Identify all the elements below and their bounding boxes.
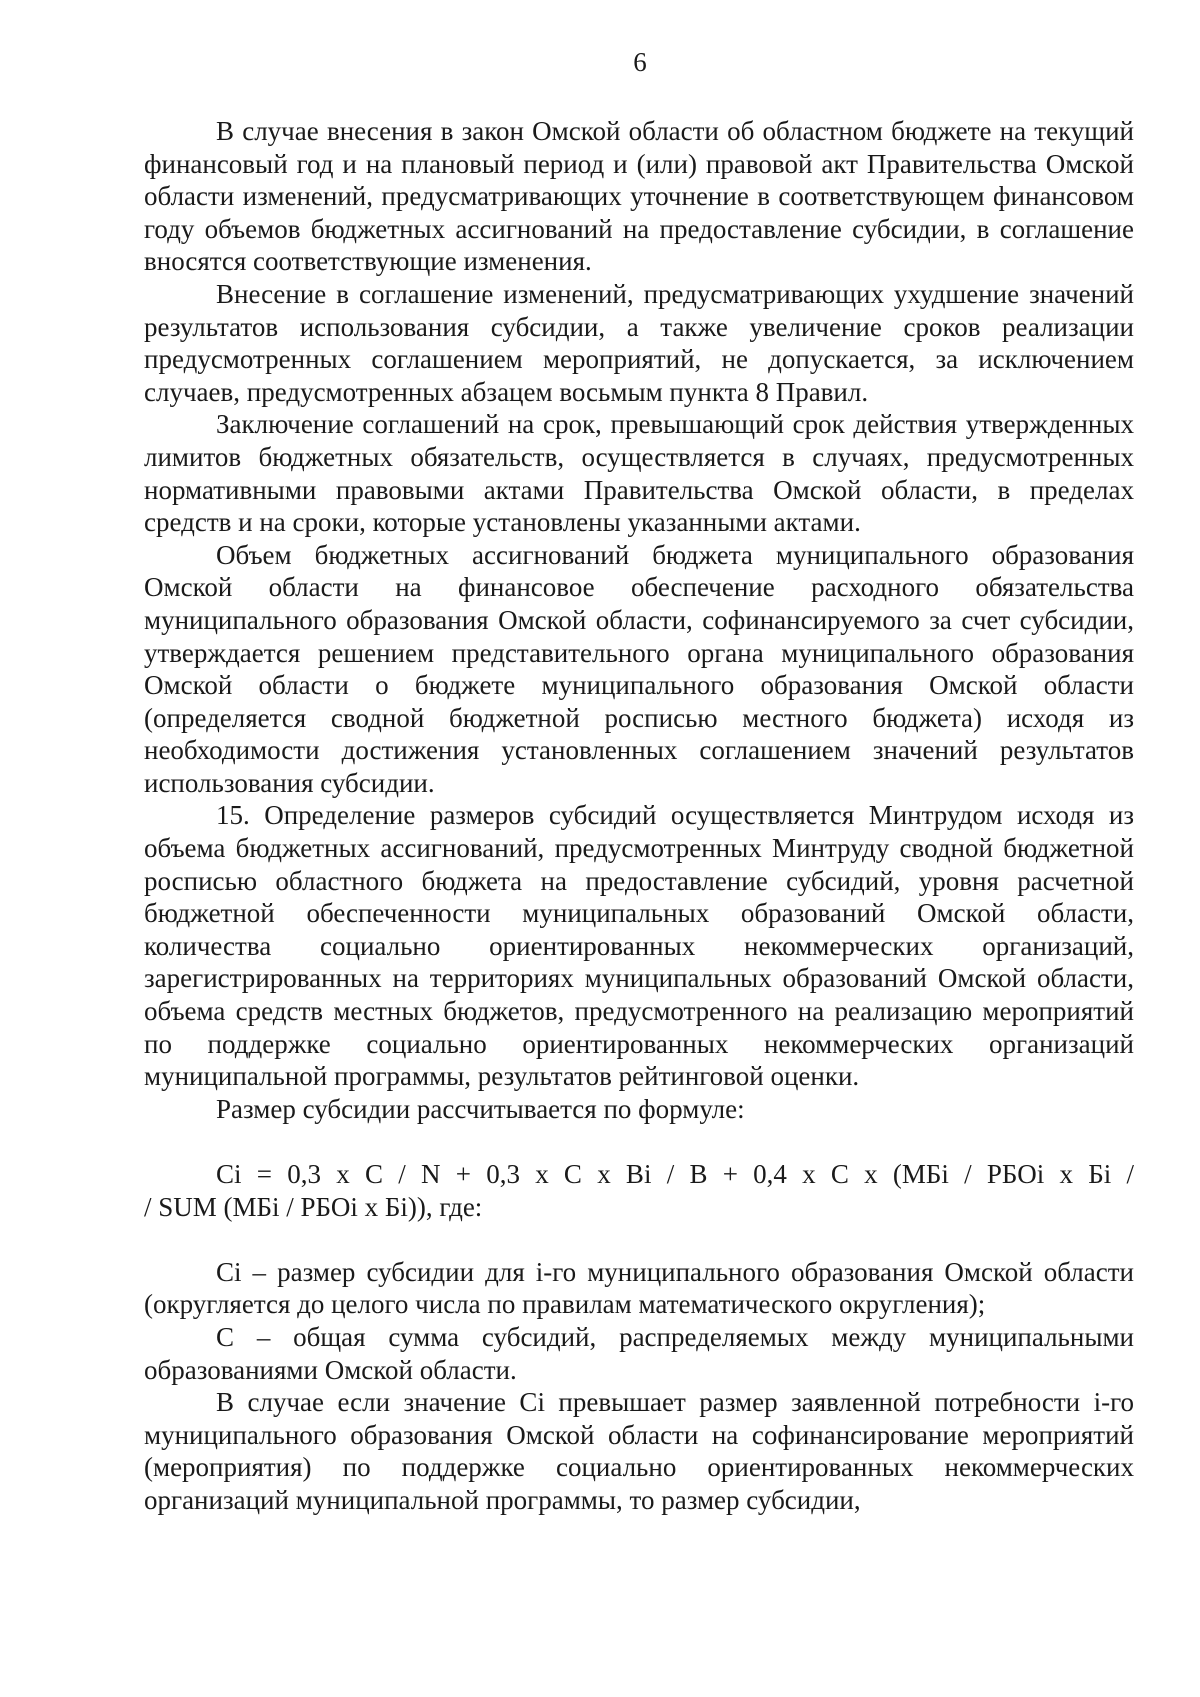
paragraph-c-definition: C – общая сумма субсидий, распределяемых между муниципальными образованиями Омской области. <box>144 1321 1134 1385</box>
page-number: 6 <box>633 47 647 77</box>
formula-line-2: / SUM (МБi / РБОi x Бi)), где: <box>144 1191 483 1222</box>
spacer <box>144 1223 1134 1256</box>
paragraph-ci-definition: Ci – размер субсидии для i-го муниципального образования Омской области (округляется до целого числа по правилам математического округления); <box>144 1256 1134 1320</box>
paragraph-agreement-term: Заключение соглашений на срок, превышающий срок действия утвержденных лимитов бюджетных обязательств, осуществляется в случаях, предусмотренных нормативными правовыми актами Правительства Омской области, в пределах средств и на сроки, которые установлены указанными актами. <box>144 409 1134 538</box>
paragraph-formula-intro: Размер субсидии рассчитывается по формуле: <box>216 1093 745 1124</box>
formula-line-1: Ci = 0,3 x C / N + 0,3 x C x Bi / B + 0,4 x C x (МБi / РБОi x Бi / <box>216 1159 1134 1189</box>
document-body <box>144 115 1134 1517</box>
paragraph-budget-law-changes: В случае внесения в закон Омской области об областном бюджете на текущий финансовый год и на плановый период и (или) правовой акт Правительства Омской области изменений, предусматривающих уточнение в соответствующем финансовом году объемов бюджетных ассигнований на предоставление субсидии, в соглашение вносятся соответствующие изменения. <box>144 116 1134 277</box>
paragraph-agreement-changes: Внесение в соглашение изменений, предусматривающих ухудшение значений результатов использования субсидии, а также увеличение сроков реализации предусмотренных соглашением мероприятий, не допускается, за исключением случаев, предусмотренных абзацем восьмым пункта 8 Правил. <box>144 278 1134 407</box>
spacer <box>144 1125 1134 1158</box>
paragraph-municipal-budget-volume: Объем бюджетных ассигнований бюджета муниципального образования Омской области на финансовое обеспечение расходного обязательства муниципального образования Омской области, софинансируемого за счет субсидии, утверждается решением представительного органа муниципального образования Омской области о бюджете муниципального образования Омской области (определяется сводной бюджетной росписью местного бюджета) исходя из необходимости достижения установленных соглашением значений результатов использования субсидии. <box>144 539 1134 798</box>
paragraph-ci-exceeds: В случае если значение Ci превышает размер заявленной потребности i-го муниципального образования Омской области на софинансирование мероприятий (мероприятия) по поддержке социально ориентированных некоммерческих организаций муниципальной программы, то размер субсидии, <box>144 1387 1134 1515</box>
paragraph-clause-15: 15. Определение размеров субсидий осуществляется Минтрудом исходя из объема бюджетных ассигнований, предусмотренных Минтруду сводной бюджетной росписью областного бюджета на предоставление субсидий, уровня расчетной бюджетной обеспеченности муниципальных образований Омской области, количества социально ориентированных некоммерческих организаций, зарегистрированных на территориях муниципальных образований Омской области, объема средств местных бюджетов, предусмотренного на реализацию мероприятий по поддержке социально ориентированных некоммерческих организаций муниципальной программы, результатов рейтинговой оценки. <box>144 800 1134 1092</box>
